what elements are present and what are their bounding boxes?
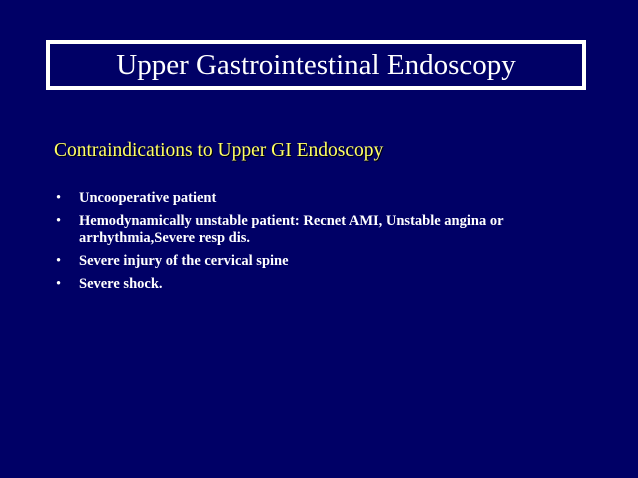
bullet-text: Severe injury of the cervical spine xyxy=(79,253,289,269)
bullet-item xyxy=(54,276,614,293)
bullet-item xyxy=(54,253,614,270)
slide-title: Upper Gastrointestinal Endoscopy xyxy=(116,48,516,81)
bullet-list xyxy=(54,190,614,299)
bullet-icon: • xyxy=(56,253,62,269)
bullet-text: Hemodynamically unstable patient: Recnet AMI, Unstable angina or arrhythmia,Severe resp dis. xyxy=(79,213,504,246)
bullet-icon: • xyxy=(56,276,62,292)
title-box xyxy=(46,40,586,90)
slide-subtitle: Contraindications to Upper GI Endoscopy xyxy=(54,140,384,161)
bullet-text: Uncooperative patient xyxy=(79,190,217,206)
bullet-item xyxy=(54,190,614,207)
bullet-text: Severe shock. xyxy=(79,276,163,292)
bullet-item xyxy=(54,213,614,247)
bullet-icon: • xyxy=(56,190,62,206)
bullet-icon: • xyxy=(56,213,62,229)
